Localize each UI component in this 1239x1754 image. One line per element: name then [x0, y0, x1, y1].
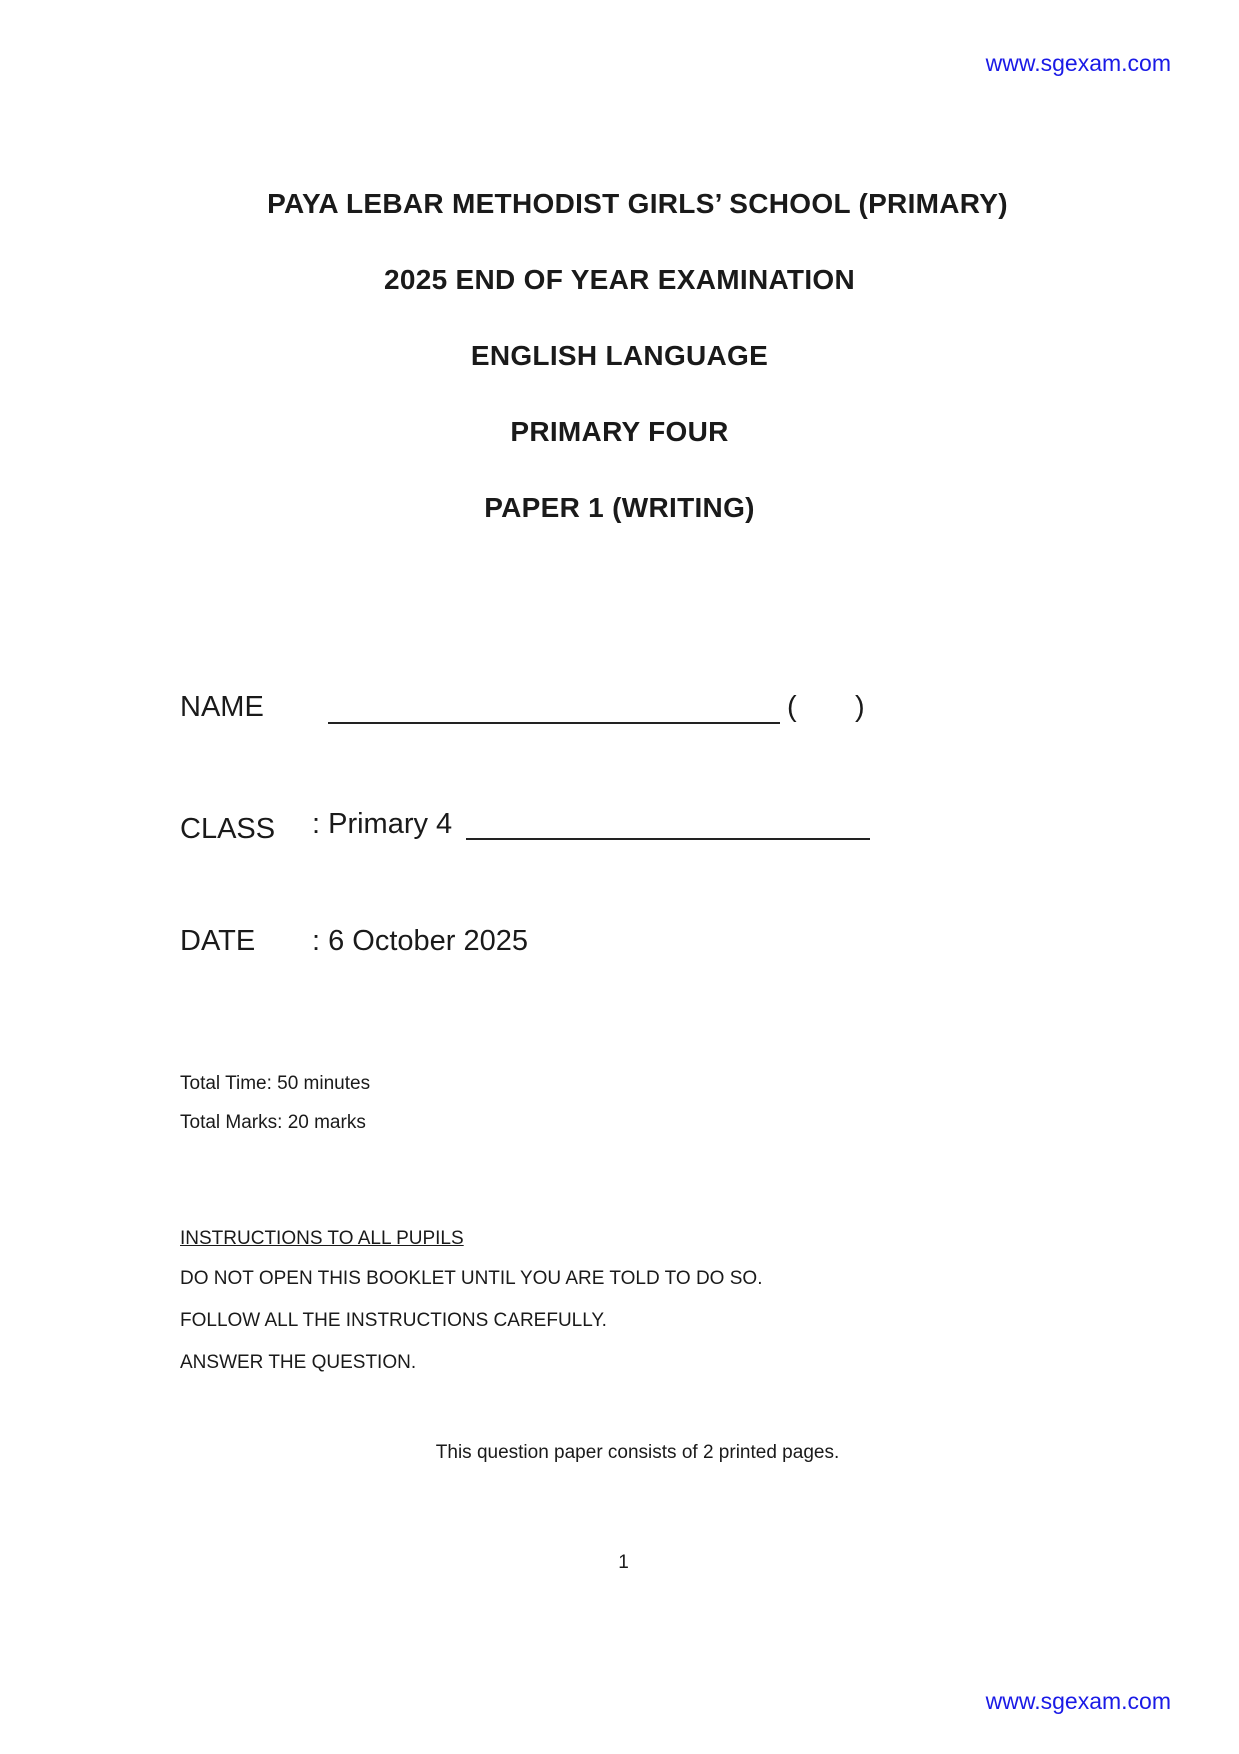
subject-title: ENGLISH LANGUAGE [470, 340, 769, 371]
total-time: Total Time: 50 minutes [180, 1073, 371, 1094]
class-write-line [466, 838, 870, 840]
watermark-link-bottom[interactable]: www.sgexam.com [985, 1688, 1171, 1714]
class-value: : Primary 4 [312, 808, 453, 840]
instruction-item: DO NOT OPEN THIS BOOKLET UNTIL YOU ARE TOLD TO DO SO. [180, 1268, 763, 1289]
total-marks: Total Marks: 20 marks [180, 1112, 366, 1133]
register-number-close-paren: ) [855, 691, 865, 723]
register-number-open-paren: ( [787, 691, 797, 723]
page-number: 1 [618, 1552, 629, 1573]
instruction-item: ANSWER THE QUESTION. [180, 1352, 417, 1373]
instructions-title: INSTRUCTIONS TO ALL PUPILS [180, 1228, 464, 1249]
watermark-link-top[interactable]: www.sgexam.com [985, 50, 1171, 76]
paper-title: PAPER 1 (WRITING) [484, 492, 755, 523]
instruction-item: FOLLOW ALL THE INSTRUCTIONS CAREFULLY. [180, 1310, 607, 1331]
printed-pages-note: This question paper consists of 2 printed pages. [435, 1442, 840, 1463]
class-label: CLASS [180, 813, 276, 845]
level-title: PRIMARY FOUR [510, 416, 729, 447]
date-value: : 6 October 2025 [312, 925, 529, 957]
school-name: PAYA LEBAR METHODIST GIRLS’ SCHOOL (PRIMARY) [267, 188, 1008, 219]
name-label: NAME [180, 691, 264, 723]
exam-title: 2025 END OF YEAR EXAMINATION [383, 264, 855, 295]
date-label: DATE [180, 925, 256, 957]
name-write-line [328, 722, 780, 724]
